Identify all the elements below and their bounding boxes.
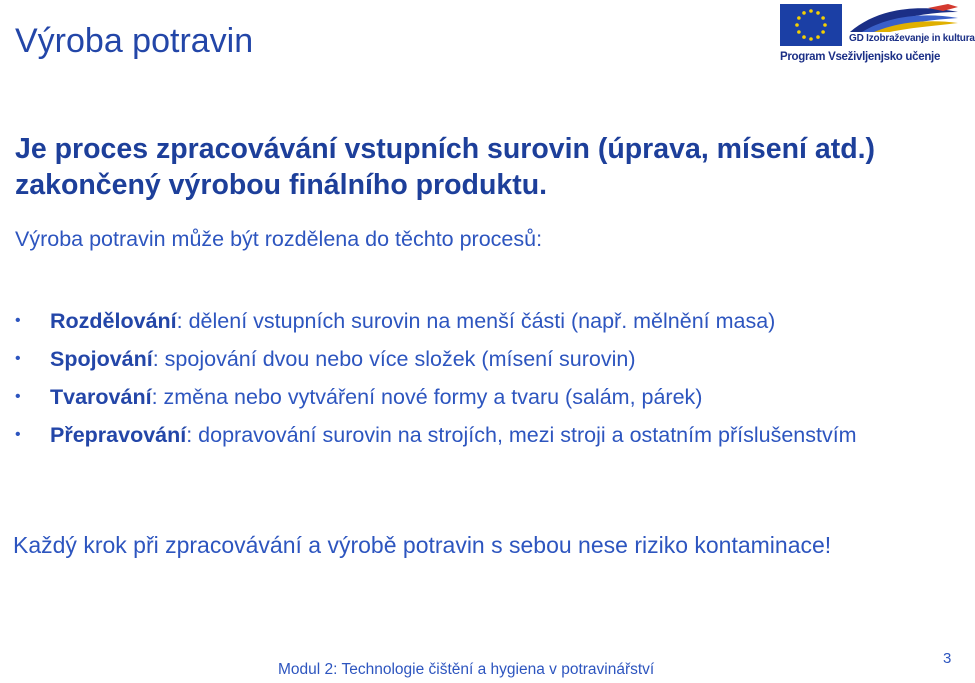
bullet-icon: • (15, 312, 21, 329)
star-icon (821, 30, 825, 34)
star-icon (797, 16, 801, 20)
star-icon (802, 35, 806, 39)
list-item (15, 420, 950, 450)
process-list (15, 306, 950, 458)
slide-title: Výroba potravin (15, 22, 254, 60)
star-icon (816, 11, 820, 15)
star-icon (802, 11, 806, 15)
footer-text: Modul 2: Technologie čištění a hygiena v potravinářství (278, 661, 655, 678)
process-term: Přepravování (50, 423, 187, 447)
logo-line-2: Program Vseživljenjsko učenje (780, 51, 941, 63)
star-icon (821, 16, 825, 20)
process-description: : dělení vstupních surovin na menší části (např. mělnění masa) (176, 309, 776, 333)
process-description: : spojování dvou nebo více složek (mísení surovin) (152, 347, 636, 371)
logo-line-1: GD Izobraževanje in kultura (849, 33, 975, 44)
bullet-icon: • (15, 426, 21, 443)
star-icon (823, 23, 827, 27)
bullet-icon: • (15, 388, 21, 405)
intro-text: Výroba potravin může být rozdělena do těchto procesů: (15, 227, 543, 251)
star-icon (797, 30, 801, 34)
star-icon (809, 9, 813, 13)
process-term: Spojování (50, 347, 153, 371)
process-description: : dopravování surovin na strojích, mezi stroji a ostatním příslušenstvím (186, 423, 857, 447)
eu-program-logo (778, 2, 975, 68)
process-term: Rozdělování (50, 309, 177, 333)
list-item (15, 306, 950, 336)
list-item (15, 382, 950, 412)
page-number: 3 (943, 650, 952, 667)
bullet-icon: • (15, 350, 21, 367)
closing-statement: Každý krok při zpracovávání a výrobě potravin s sebou nese riziko kontaminace! (13, 532, 832, 558)
process-description: : změna nebo vytváření nové formy a tvaru (salám, párek) (151, 385, 703, 409)
star-icon (809, 37, 813, 41)
lead-paragraph: Je proces zpracovávání vstupních surovin (úprava, mísení atd.) zakončený výrobou finálního produktu. (15, 133, 876, 201)
star-icon (795, 23, 799, 27)
list-item (15, 344, 950, 374)
star-icon (816, 35, 820, 39)
process-term: Tvarování (50, 385, 152, 409)
